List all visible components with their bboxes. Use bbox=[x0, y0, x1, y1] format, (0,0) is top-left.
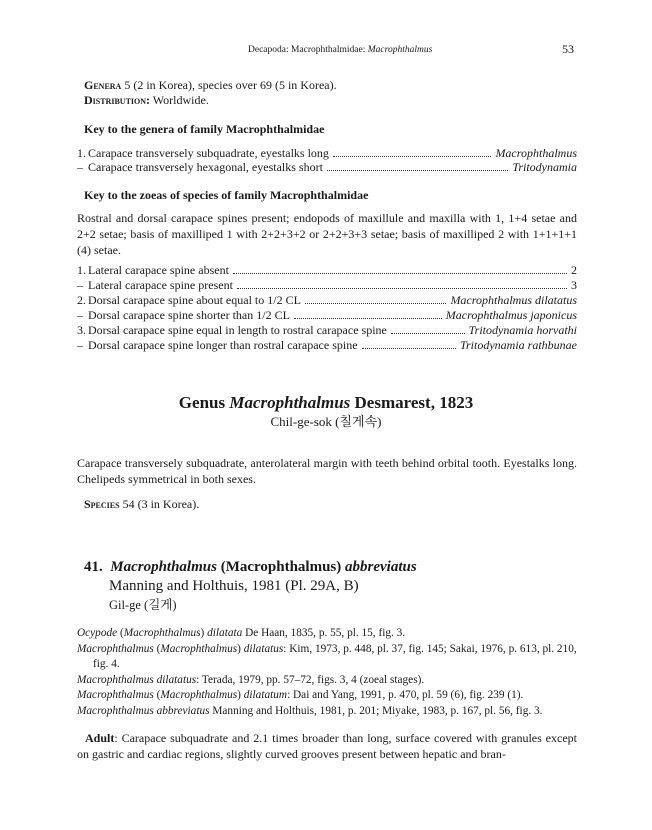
key-row-number: 1. bbox=[77, 263, 86, 277]
species-count-text: 54 (3 in Korea). bbox=[119, 497, 200, 511]
synonymy-list bbox=[77, 626, 577, 719]
key-row-result: Tritodynamia horvathi bbox=[468, 323, 577, 337]
synonym-text: ) bbox=[237, 642, 244, 655]
leader-dots bbox=[237, 287, 567, 289]
genera-line bbox=[84, 78, 337, 93]
key-row-result: 2 bbox=[571, 263, 577, 277]
synonym-entry bbox=[77, 673, 577, 689]
key-row-text: Dorsal carapace spine about equal to 1/2 CL bbox=[88, 293, 301, 307]
synonym-text: ( bbox=[153, 689, 161, 701]
key-row-text: Lateral carapace spine present bbox=[88, 278, 233, 292]
key-zoeas-row bbox=[77, 308, 577, 323]
key-genera-heading: Key to the genera of family Macrophthalmidae bbox=[84, 122, 325, 136]
species-heading bbox=[84, 558, 417, 576]
leader-dots bbox=[233, 272, 567, 274]
synonym-genus: Macrophthalmus bbox=[77, 642, 154, 655]
species-number: 41. bbox=[84, 559, 103, 575]
synonym-epithet: dilatatus bbox=[243, 642, 284, 655]
synonym-text: ( bbox=[117, 627, 124, 639]
genera-label: Genera bbox=[84, 78, 122, 92]
synonym-text: ( bbox=[153, 642, 161, 655]
genus-title-pre: Genus bbox=[178, 393, 230, 412]
synonym-entry bbox=[77, 626, 577, 642]
key-row-number: – bbox=[77, 338, 83, 352]
species-authority: Manning and Holthuis, 1981 (Pl. 29A, B) bbox=[109, 578, 359, 594]
key-row-number: 3. bbox=[77, 323, 86, 337]
leader-dots bbox=[333, 155, 492, 157]
key-zoeas-row bbox=[77, 263, 577, 278]
adult-description bbox=[77, 730, 577, 762]
key-row-text: Carapace transversely hexagonal, eyestalks short bbox=[88, 160, 323, 174]
key-row-number: – bbox=[77, 160, 83, 174]
key-row-number: – bbox=[77, 308, 83, 322]
key-zoeas-row bbox=[77, 338, 577, 353]
key-zoeas-row bbox=[77, 278, 577, 293]
genus-title bbox=[0, 393, 652, 413]
key-row-result: Macrophthalmus dilatatus bbox=[450, 293, 577, 307]
species-subgenus: (Macrophthalmus) bbox=[216, 559, 346, 575]
key-row-result: 3 bbox=[571, 278, 577, 292]
synonym-citation: : Dai and Yang, 1991, p. 470, pl. 59 (6), fig. 239 (1). bbox=[287, 689, 524, 701]
genus-korean-name: Chil-ge-sok (칠게속) bbox=[270, 414, 382, 429]
genus-title-italic: Macrophthalmus bbox=[229, 393, 351, 412]
synonym-subgenus: Macrophthalmus bbox=[123, 627, 201, 639]
species-epithet: abbreviatus bbox=[345, 559, 417, 575]
key-row-text: Lateral carapace spine absent bbox=[88, 263, 229, 277]
species-count-line bbox=[84, 497, 199, 512]
species-label: Species bbox=[84, 497, 120, 511]
key-genera-row bbox=[77, 146, 577, 161]
running-head-italic: Macrophthalmus bbox=[367, 45, 433, 55]
key-genera-row bbox=[77, 160, 577, 175]
genus-description: Carapace transversely subquadrate, anterolateral margin with teeth behind orbital tooth. Eyestalks long. Chelipeds symmetrical in both sexes. bbox=[77, 456, 577, 486]
synonym-subgenus: Macrophthalmus bbox=[160, 689, 238, 701]
species-genus: Macrophthalmus bbox=[110, 559, 217, 575]
leader-dots bbox=[305, 302, 447, 304]
key-row-result: Macrophthalmus japonicus bbox=[445, 308, 577, 322]
synonym-citation: De Haan, 1835, p. 55, pl. 15, fig. 3. bbox=[242, 627, 406, 639]
leader-dots bbox=[327, 169, 508, 171]
adult-text: : Carapace subquadrate and 2.1 times broader than long, surface covered with granules except on gastric and cardiac regions, slightly curved grooves present between hepatic and bran- bbox=[77, 731, 577, 761]
key-row-result: Tritodynamia bbox=[512, 160, 577, 174]
species-korean-name: Gil-ge (길게) bbox=[109, 598, 177, 612]
key-row-number: – bbox=[77, 278, 83, 292]
genera-text: 5 (2 in Korea), species over 69 (5 in Korea). bbox=[121, 78, 337, 92]
distribution-label: Distribution: bbox=[84, 93, 151, 107]
synonym-genus: Macrophthalmus bbox=[77, 689, 154, 701]
synonym-genus: Macrophthalmus abbreviatus bbox=[77, 704, 210, 717]
key-zoeas-intro: Rostral and dorsal carapace spines present; endopods of maxillule and maxilla with 1, 1+4 setae and 2+2 setae; basis of maxilliped 1 with 2+2+3+2 or 2+2+3+3 setae; basis of maxilliped 2 with 1+1+1+1 (4) setae. bbox=[77, 211, 577, 257]
key-row-text: Dorsal carapace spine equal in length to rostral carapace spine bbox=[88, 323, 387, 337]
distribution-text: Worldwide. bbox=[150, 93, 209, 107]
leader-dots bbox=[391, 332, 465, 334]
running-head bbox=[248, 44, 432, 56]
key-row-number: 2. bbox=[77, 293, 86, 307]
genus-title-post: Desmarest, 1823 bbox=[350, 393, 474, 412]
key-row-text: Dorsal carapace spine shorter than 1/2 CL bbox=[88, 308, 290, 322]
synonym-epithet: dilatatum bbox=[243, 689, 288, 701]
synonym-entry bbox=[77, 688, 577, 704]
key-row-result: Macrophthalmus bbox=[495, 146, 577, 160]
synonym-genus: Ocypode bbox=[77, 627, 118, 639]
key-zoeas-row bbox=[77, 293, 577, 308]
key-row-result: Tritodynamia rathbunae bbox=[459, 338, 577, 352]
distribution-line bbox=[84, 93, 209, 108]
leader-dots bbox=[362, 347, 456, 349]
synonym-entry bbox=[77, 642, 577, 673]
key-row-text: Dorsal carapace spine longer than rostral carapace spine bbox=[88, 338, 358, 352]
synonym-epithet: dilatata bbox=[207, 627, 243, 639]
synonym-entry bbox=[77, 704, 577, 720]
synonym-citation: : Terada, 1979, pp. 57–72, figs. 3, 4 (zoeal stages). bbox=[196, 673, 425, 686]
synonym-citation: : Kim, 1973, p. 448, pl. 37, fig. 145; Sakai, 1976, p. 613, pl. 210, fig. 4. bbox=[93, 642, 577, 670]
synonym-subgenus: Macrophthalmus bbox=[160, 642, 238, 655]
synonym-text: ) bbox=[237, 689, 244, 701]
key-row-text: Carapace transversely subquadrate, eyestalks long bbox=[88, 146, 329, 160]
synonym-citation: Manning and Holthuis, 1981, p. 201; Miyake, 1983, p. 167, pl. 56, fig. 3. bbox=[209, 704, 543, 717]
synonym-genus: Macrophthalmus dilatatus bbox=[77, 673, 197, 686]
adult-label: Adult bbox=[85, 731, 115, 745]
key-row-number: 1. bbox=[77, 146, 86, 160]
synonym-text: ) bbox=[200, 627, 208, 639]
running-head-plain: Decapoda: Macrophthalmidae: bbox=[248, 45, 368, 55]
page-number: 53 bbox=[562, 42, 574, 56]
leader-dots bbox=[294, 317, 442, 319]
key-zoeas-heading: Key to the zoeas of species of family Macrophthalmidae bbox=[84, 188, 369, 202]
key-zoeas-row bbox=[77, 323, 577, 338]
